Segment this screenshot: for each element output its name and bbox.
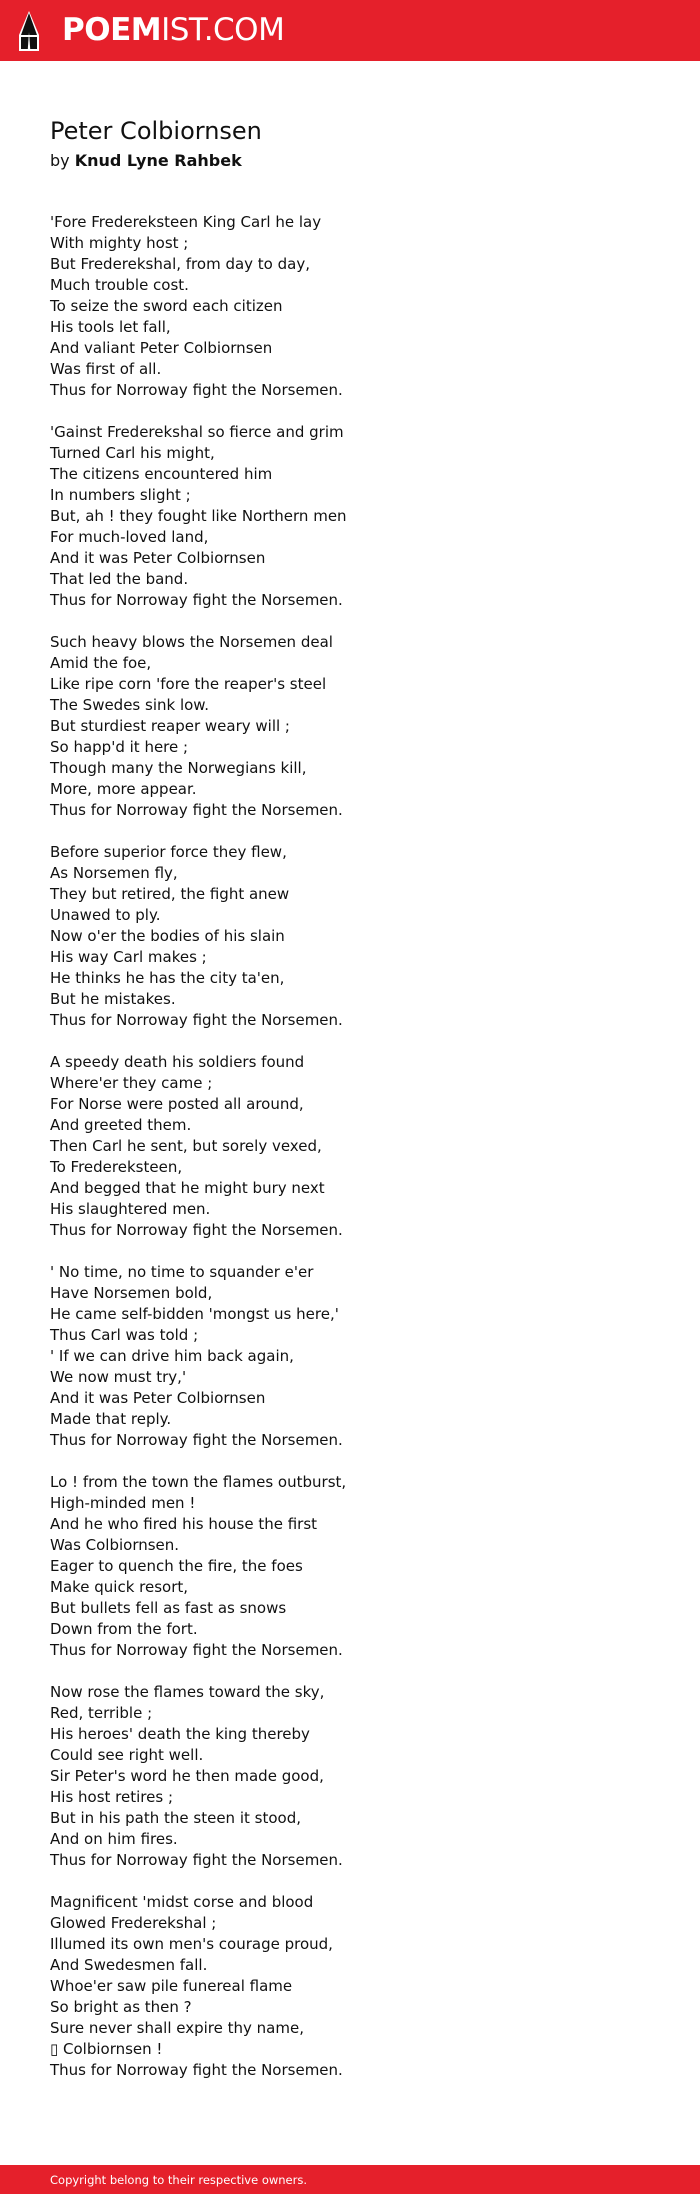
poem-line: And greeted them. [50, 1116, 192, 1134]
poem-line: And he who fired his house the first [50, 1515, 318, 1533]
poem-line: Before superior force they flew, [50, 843, 287, 861]
poem-line: ' If we can drive him back again, [50, 1347, 294, 1365]
copyright-text: Copyright belong to their respective owners. [50, 2173, 308, 2187]
poem-line: Amid the foe, [50, 654, 152, 672]
poem-line: Such heavy blows the Norsemen deal [50, 633, 333, 651]
poem-line: Unawed to ply. [50, 906, 161, 924]
poem-line: Like ripe corn 'fore the reaper's steel [50, 675, 327, 693]
poem-line: With mighty host ; [50, 234, 189, 252]
poem-line: Thus for Norroway fight the Norsemen. [50, 381, 343, 399]
poem-line: More, more appear. [50, 780, 197, 798]
poem-line: Lo ! from the town the flames outburst, [50, 1473, 347, 1491]
poem-line: But Frederekshal, from day to day, [50, 255, 310, 273]
stanza [50, 1682, 650, 1871]
poem-line: Much trouble cost. [50, 276, 189, 294]
poem-line: Could see right well. [50, 1746, 204, 1764]
byline [50, 149, 650, 173]
stanza [50, 1262, 650, 1451]
poem-line: Have Norsemen bold, [50, 1284, 213, 1302]
stanza [50, 1472, 650, 1661]
poem-line: High-minded men ! [50, 1494, 196, 1512]
poem-line: Then Carl he sent, but sorely vexed, [50, 1137, 322, 1155]
poem-line: ▯ Colbiornsen ! [50, 2040, 163, 2058]
poem-line: The Swedes sink low. [50, 696, 209, 714]
poem-line: Now rose the flames toward the sky, [50, 1683, 325, 1701]
poem-line: Thus for Norroway fight the Norsemen. [50, 591, 343, 609]
stanza [50, 842, 650, 1031]
poem-line: For much-loved land, [50, 528, 209, 546]
poem-line: But sturdiest reaper weary will ; [50, 717, 290, 735]
poem-line: Made that reply. [50, 1410, 172, 1428]
poem-line: Magnificent 'midst corse and blood [50, 1893, 314, 1911]
poem-line: Was first of all. [50, 360, 162, 378]
poem-line: His tools let fall, [50, 318, 171, 336]
poem-line: Turned Carl his might, [50, 444, 215, 462]
poem-line: But bullets fell as fast as snows [50, 1599, 287, 1617]
poem-line: Thus for Norroway fight the Norsemen. [50, 1221, 343, 1239]
poem-line: And on him fires. [50, 1830, 178, 1848]
poem-line: The citizens encountered him [50, 465, 273, 483]
poem-line: In numbers slight ; [50, 486, 191, 504]
poem-line: So happ'd it here ; [50, 738, 189, 756]
poem-line: 'Fore Fredereksteen King Carl he lay [50, 213, 322, 231]
poem-line: Thus for Norroway fight the Norsemen. [50, 1011, 343, 1029]
poem-line: Thus for Norroway fight the Norsemen. [50, 1851, 343, 1869]
poem-line: Was Colbiornsen. [50, 1536, 180, 1554]
poem-line: Glowed Frederekshal ; [50, 1914, 217, 1932]
poem-title: Peter Colbiornsen [50, 117, 262, 145]
poem-line: We now must try,' [50, 1368, 187, 1386]
poem-body [50, 212, 650, 2081]
poem-line: His heroes' death the king thereby [50, 1725, 310, 1743]
poem-line: Where'er they came ; [50, 1074, 213, 1092]
poem-line: A speedy death his soldiers found [50, 1053, 305, 1071]
poem-line: Thus for Norroway fight the Norsemen. [50, 1431, 343, 1449]
poem-line: To seize the sword each citizen [50, 297, 283, 315]
poem-content [50, 113, 650, 2102]
poem-line: Illumed its own men's courage proud, [50, 1935, 333, 1953]
poem-line: His slaughtered men. [50, 1200, 211, 1218]
poem-line: Sir Peter's word he then made good, [50, 1767, 324, 1785]
poem-line: As Norsemen fly, [50, 864, 178, 882]
poem-line: That led the band. [50, 570, 189, 588]
poem-line: And it was Peter Colbiornsen [50, 1389, 266, 1407]
poem-line: Thus Carl was told ; [50, 1326, 199, 1344]
poem-line: Thus for Norroway fight the Norsemen. [50, 801, 343, 819]
pen-nib-icon[interactable] [16, 10, 42, 52]
poem-line: Make quick resort, [50, 1578, 189, 1596]
poem-line: 'Gainst Frederekshal so fierce and grim [50, 423, 344, 441]
poem-line: But, ah ! they fought like Northern men [50, 507, 347, 525]
logo-bold-text: POEM [62, 12, 162, 48]
poem-line: And valiant Peter Colbiornsen [50, 339, 273, 357]
stanza [50, 1892, 650, 2081]
poem-line: Down from the fort. [50, 1620, 198, 1638]
stanza [50, 1052, 650, 1241]
poem-line: Whoe'er saw pile funereal flame [50, 1977, 293, 1995]
poem-line: He thinks he has the city ta'en, [50, 969, 285, 987]
site-footer [0, 2165, 700, 2194]
poem-line: And it was Peter Colbiornsen [50, 549, 266, 567]
poem-line: They but retired, the fight anew [50, 885, 290, 903]
by-label: by [50, 151, 70, 170]
poem-line: But he mistakes. [50, 990, 176, 1008]
poem-line: Thus for Norroway fight the Norsemen. [50, 1641, 343, 1659]
poem-line: His host retires ; [50, 1788, 173, 1806]
poem-line: For Norse were posted all around, [50, 1095, 304, 1113]
poem-line: Thus for Norroway fight the Norsemen. [50, 2061, 343, 2079]
poem-line: Now o'er the bodies of his slain [50, 927, 285, 945]
poem-line: Though many the Norwegians kill, [50, 759, 307, 777]
poem-line: But in his path the steen it stood, [50, 1809, 301, 1827]
poem-line: And Swedesmen fall. [50, 1956, 208, 1974]
logo-light-text: IST.COM [161, 12, 285, 48]
poem-line: Sure never shall expire thy name, [50, 2019, 304, 2037]
author-name[interactable]: Knud Lyne Rahbek [74, 151, 242, 170]
stanza [50, 632, 650, 821]
site-header [0, 0, 700, 61]
stanza [50, 212, 650, 401]
site-logo[interactable] [62, 12, 285, 48]
poem-line: Red, terrible ; [50, 1704, 153, 1722]
poem-line: And begged that he might bury next [50, 1179, 325, 1197]
poem-line: To Fredereksteen, [50, 1158, 183, 1176]
poem-line: He came self-bidden 'mongst us here,' [50, 1305, 339, 1323]
stanza [50, 422, 650, 611]
poem-line: So bright as then ? [50, 1998, 192, 2016]
poem-line: His way Carl makes ; [50, 948, 207, 966]
poem-line: Eager to quench the fire, the foes [50, 1557, 303, 1575]
poem-line: ' No time, no time to squander e'er [50, 1263, 314, 1281]
